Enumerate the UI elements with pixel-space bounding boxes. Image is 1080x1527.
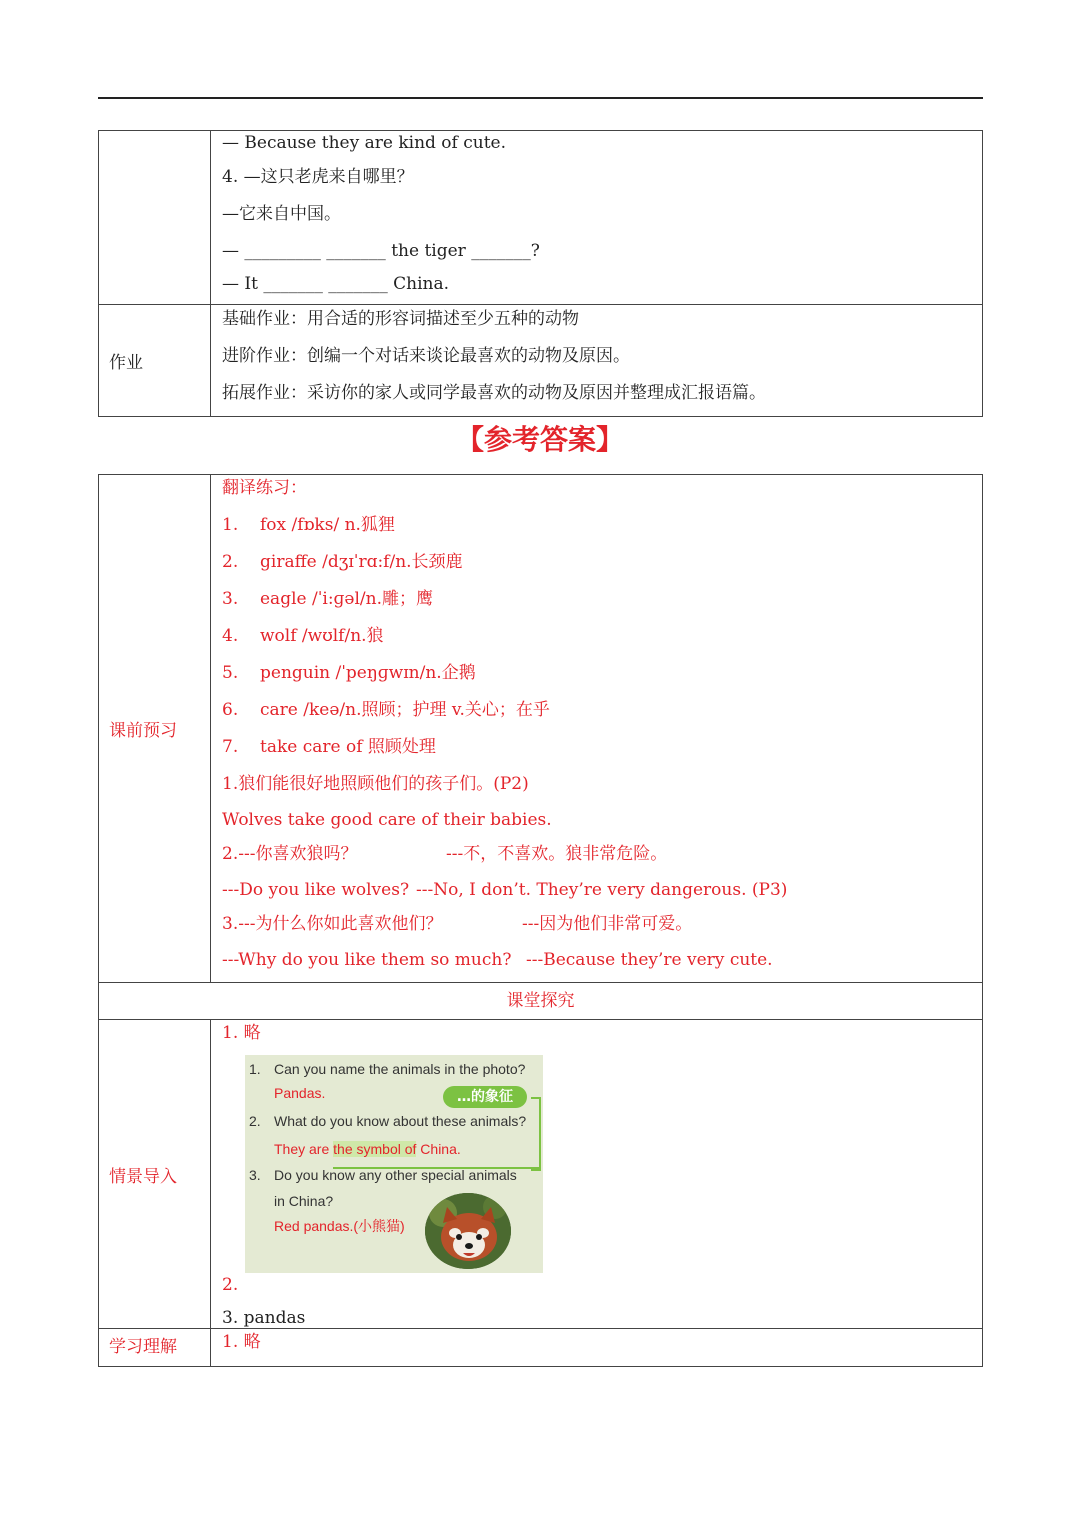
exercise-line: — Because they are kind of cute.: [222, 133, 506, 153]
vocab-number: 3.: [222, 589, 239, 609]
homework-table: [98, 130, 983, 417]
intro-item-1: 1. 略: [222, 1023, 261, 1043]
sentence-question: ---Why do you like them so much?: [222, 950, 512, 970]
vocab-text: penguin /ˈpeŋɡwɪn/n.企鹅: [260, 663, 476, 683]
homework-label: 作业: [99, 305, 211, 417]
vocab-number: 5.: [222, 663, 239, 683]
explore-cell: [99, 983, 983, 1020]
intro-item-3: 3. pandas: [222, 1308, 306, 1328]
sentence-line: [222, 880, 982, 900]
answer-table: [98, 474, 983, 1367]
homework-cell: [211, 305, 983, 417]
intro-label: 情景导入: [99, 1020, 211, 1329]
sentence-answer: ---不，不喜欢。狼非常危险。: [446, 844, 668, 864]
vocab-text: care /keə/n.照顾；护理 v.关心；在乎: [260, 700, 550, 720]
study-item-1: 1. 略: [222, 1332, 261, 1352]
vocab-text: take care of 照顾处理: [260, 737, 436, 757]
sentence-text: 1.狼们能很好地照顾他们的孩子们。(P2): [222, 774, 529, 794]
vocab-item: [222, 552, 982, 572]
vocab-number: 6.: [222, 700, 239, 720]
preview-heading: 翻译练习：: [222, 478, 307, 498]
figure-question-2: 2. What do you know about these animals?: [249, 1113, 527, 1129]
sentence-line: [222, 844, 982, 864]
intro-cell: [211, 1020, 983, 1329]
vocab-text: wolf /wʊlf/n.狼: [260, 626, 384, 646]
vocab-item: [222, 737, 982, 757]
vocab-item: [222, 515, 982, 535]
intro-item-2: 2.: [222, 1275, 239, 1295]
red-panda-photo: [425, 1193, 511, 1269]
vocab-text: fox /fɒks/ n.狐狸: [260, 515, 395, 535]
vocab-number: 7.: [222, 737, 239, 757]
figure-answer-2: They are the symbol of China.: [274, 1141, 461, 1157]
header-rule: [98, 97, 983, 99]
preview-cell: [211, 475, 983, 983]
vocab-number: 4.: [222, 626, 239, 646]
sentence-line: [222, 914, 982, 934]
sentence-text: Wolves take good care of their babies.: [222, 810, 552, 830]
symbol-tag: …的象征: [443, 1086, 527, 1108]
sentence-line: [222, 810, 982, 830]
vocab-item: [222, 663, 982, 683]
sentence-answer: ---No, I don’t. They’re very dangerous. (P3): [416, 880, 788, 900]
empty-label-cell: [99, 131, 211, 305]
sentence-line: [222, 950, 982, 970]
exercise-line: 4. —这只老虎来自哪里？: [222, 167, 414, 187]
figure-question-3: 3. Do you know any other special animals: [249, 1167, 517, 1183]
sentence-line: [222, 774, 982, 794]
figure-answer-3: Red pandas.(小熊猫): [274, 1218, 405, 1234]
vocab-text: giraffe /dʒɪˈrɑ:f/n.长颈鹿: [260, 552, 463, 572]
sentence-answer: ---Because they’re very cute.: [526, 950, 773, 970]
exercise-line: —它来自中国。: [222, 204, 341, 224]
vocab-item: [222, 626, 982, 646]
vocab-item: [222, 589, 982, 609]
sentence-question: 3.---为什么你如此喜欢他们？: [222, 914, 443, 934]
sentence-answer: ---因为他们非常可爱。: [522, 914, 693, 934]
homework-line: 基础作业：用合适的形容词描述至少五种的动物: [222, 309, 579, 329]
study-cell: [211, 1329, 983, 1367]
vocab-text: eagle /ˈi:ɡəl/n.雕；鹰: [260, 589, 434, 609]
exercise-line: — _________ _______ the tiger _______?: [222, 241, 540, 261]
textbook-figure: [245, 1055, 543, 1273]
figure-answer-1: Pandas.: [274, 1085, 326, 1101]
figure-question-1: 1. Can you name the animals in the photo?: [249, 1061, 526, 1077]
vocab-item: [222, 700, 982, 720]
exercise-line: — It _______ _______ China.: [222, 274, 450, 294]
vocab-number: 2.: [222, 552, 239, 572]
explore-label: 课堂探究: [506, 991, 575, 1011]
figure-question-3-cont: in China?: [274, 1193, 334, 1209]
homework-line: 进阶作业：创编一个对话来谈论最喜欢的动物及原因。: [222, 346, 630, 366]
sentence-question: ---Do you like wolves?: [222, 880, 410, 900]
preview-label: 课前预习: [99, 475, 211, 983]
sentence-question: 2.---你喜欢狼吗？: [222, 844, 358, 864]
exercise-cell: [211, 131, 983, 305]
answer-title: 【参考答案】: [455, 423, 624, 456]
study-label: 学习理解: [99, 1329, 211, 1367]
vocab-number: 1.: [222, 515, 239, 535]
homework-line: 拓展作业：采访你的家人或同学最喜欢的动物及原因并整理成汇报语篇。: [222, 383, 766, 403]
